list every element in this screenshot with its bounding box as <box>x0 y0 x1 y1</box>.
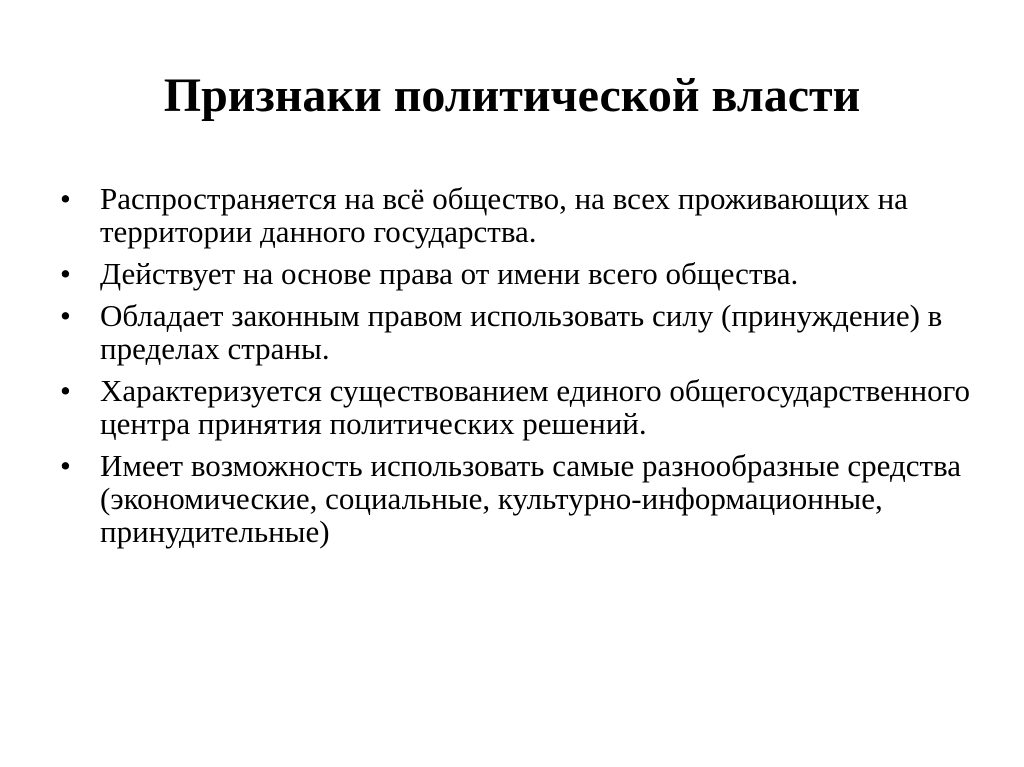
bullet-text: Обладает законным правом использовать силу (принуждение) в пределах страны. <box>100 298 943 366</box>
bullet-icon: • <box>60 298 71 333</box>
bullet-icon: • <box>60 448 71 483</box>
bullet-item <box>60 257 980 290</box>
bullet-list <box>60 182 980 557</box>
bullet-item <box>60 182 980 248</box>
slide-title: Признаки политической власти <box>163 69 861 122</box>
bullet-icon: • <box>60 181 71 216</box>
bullet-text: Распространяется на всё общество, на всех проживающих на территории данного государства. <box>100 181 908 249</box>
bullet-text: Действует на основе права от имени всего общества. <box>100 256 799 291</box>
bullet-text: Характеризуется существованием единого общегосударственного центра принятия политических решений. <box>100 373 971 441</box>
bullet-text: Имеет возможность использовать самые разнообразные средства (экономические, социальные, культурно-информационные, принудительные) <box>100 448 962 549</box>
bullet-item <box>60 449 980 548</box>
bullet-item <box>60 374 980 440</box>
bullet-icon: • <box>60 256 71 291</box>
bullet-item <box>60 299 980 365</box>
bullet-icon: • <box>60 373 71 408</box>
